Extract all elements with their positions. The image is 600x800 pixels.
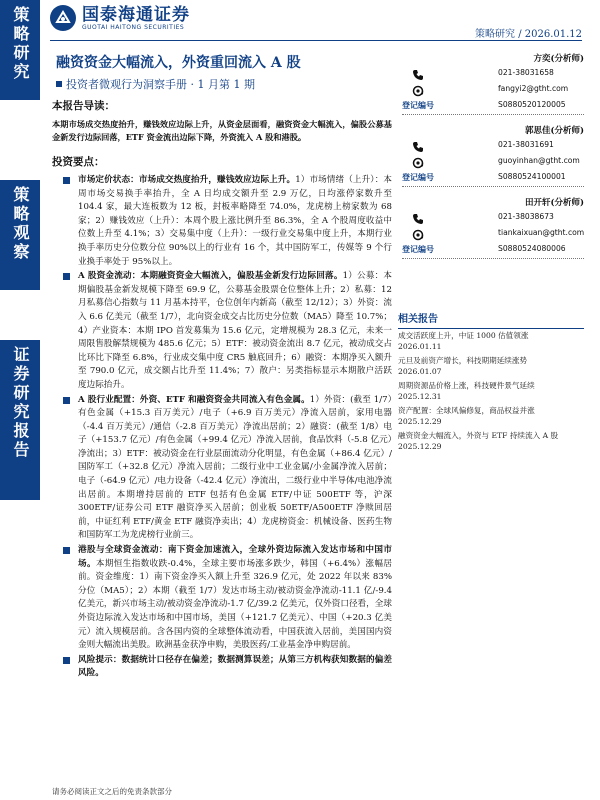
- main-content: [52, 98, 392, 682]
- phone-icon: [412, 66, 424, 78]
- square-bullet-icon: [63, 657, 70, 664]
- side-band-middle-label: 策略观察: [11, 186, 30, 262]
- analyst-sidebar: [398, 48, 584, 264]
- related-report[interactable]: [398, 405, 584, 427]
- key-point-lead: A 股资金流动：本期融资资金大幅流入，偏股基金新发行边际回落。: [78, 271, 343, 282]
- email-icon: [412, 226, 424, 238]
- side-band-bottom: [0, 340, 40, 500]
- key-point-body: 1）市场情绪（上升）：本周市场交易换手率抬升，全 A 日均成交额升至 2.9 万亿，日均涨停家数升至 104.4 家，最大连板数为 12 板，封板率略降至 74.0%，龙虎榜上榜家数为 68 家；2）赚钱效应（上升）：本周个股上涨比例升至 86.3%，全 A 个股周度收益中位数上升至 4.1%；3）交易集中度（上升）：一级行业交易集中度上升，本期行业换手率历史分位数分位 90%以上的行业有 16 个，其中国防军工，传媒等 9 个行业换手率处于 95%以上。: [78, 175, 392, 267]
- analyst-phone: 021-38038673: [498, 212, 554, 221]
- key-point: [52, 270, 392, 392]
- key-point-body: 本期恒生指数收跌-0.4%，全球主要市场涨多跌少，韩国（+6.4%）涨幅居前。资金维度：1）南下资金净买入额上升至 326.9 亿元，处 2022 年以来 83%分位（MA5）；2）本期（截至 1/7）发达市场主动/被动资金净流动-11.1 亿/-9.4 亿美元，新兴市场主动/被动资金净流动-1.7 亿/39.2 亿美元，仅外资口径看，全球外资边际流入发达市场和中国市场，美国（+121.7 亿美元）、中国（+20.3 亿美元）流入规模居前。含各国内资的全球整体流动看，中国获流入居前，美国国内资金则大幅流出美股。欧洲基金获净申购，美股医药/工业基金净申购居前。: [78, 558, 392, 651]
- related-report-title[interactable]: 元旦及前资产增长，科技期期延续涨势: [398, 356, 528, 365]
- report-title: 融资资金大幅流入，外资重回流入 A 股: [56, 55, 301, 71]
- key-point: [52, 654, 392, 681]
- related-report-title[interactable]: 融资资金大幅流入，外资与 ETF 持续流入 A 股: [398, 431, 559, 440]
- guide-text: 本期市场成交热度抬升，赚钱效应边际上升，从资金层面看，融资资金大幅流入，偏股公募基金新发行边际回落，ETF 资金流出边际下降，外资流入 A 股和港股。: [52, 119, 392, 142]
- key-point: [52, 174, 392, 269]
- related-report[interactable]: [398, 430, 584, 452]
- analyst-phone: 021-38031691: [498, 140, 554, 149]
- analyst-reg-label: 登记编号: [402, 172, 434, 182]
- square-bullet-icon: [63, 397, 70, 404]
- side-band-top-label: 策略研究: [11, 6, 30, 82]
- key-point-lead: 港股与全球资金流动：南下资金加速流入，全球外资边际流入发达市场和中国市场。: [78, 545, 392, 569]
- key-point: [52, 394, 392, 544]
- report-subtitle: [56, 76, 255, 92]
- side-band-middle: [0, 180, 40, 290]
- disclaimer-footer: 请务必阅读正文之后的免责条款部分: [52, 787, 172, 796]
- related-report-title[interactable]: 成交活跃度上升，中证 1000 估值领涨: [398, 331, 529, 340]
- related-reports-heading: 相关报告: [398, 310, 584, 329]
- side-band-bottom-label: 证券研究报告: [11, 346, 30, 460]
- related-report[interactable]: [398, 355, 584, 377]
- analyst-divider: [402, 258, 584, 259]
- related-report-date: 2025.12.31: [398, 392, 442, 401]
- square-bullet-icon: [63, 177, 70, 184]
- header-divider: [50, 40, 582, 41]
- analyst-name: 方奕(分析师): [533, 54, 584, 64]
- related-report-title[interactable]: 周期资源品价格上涨，科技硬件景气延续: [398, 381, 535, 390]
- related-report[interactable]: [398, 330, 584, 352]
- related-report-title[interactable]: 资产配置：全球风偏修复，商品权益并涨: [398, 406, 535, 415]
- key-point: [52, 544, 392, 653]
- related-report[interactable]: [398, 380, 584, 402]
- analyst-email[interactable]: guoyinhan@gtht.com: [498, 156, 580, 165]
- company-logo: [50, 5, 190, 31]
- analyst-card: [398, 192, 584, 264]
- guide-heading: 本报告导读：: [52, 100, 115, 112]
- key-point-body: 1）公募：本期偏股基金新发规模下降至 69.9 亿，公募基金股票仓位整体上升；2）私募：12 月私募信心指数与 11 月基本持平，仓位创年内新高（截至 12/12）；3）外资：流入 6.6 亿美元（截至 1/7），北向资金成交占比历史分位数（MA5）降至 10.7%；4）产业资本：本期 IPO 首发募集为 15.6 亿元，定增规模为 28.3 亿元，未来一周限售股解禁规模为 485.6 亿元；5）ETF：被动资金流出 8.7 亿元，被动成交占比环比下降至 6.8%，行业成交集中度 CR5 触底回升；6）融资：本期净买入额升至 790.0 亿元，成交额占比升至 11.4%；7）散户：另类指标显示本期散户活跃度边际抬升。: [78, 271, 392, 390]
- analyst-divider: [402, 114, 584, 115]
- square-bullet-icon: [63, 273, 70, 280]
- analyst-name: 郭思佳(分析师): [524, 126, 584, 136]
- analyst-email[interactable]: fangyi2@gtht.com: [498, 84, 569, 93]
- key-points-heading: 投资要点：: [52, 156, 105, 168]
- related-report-date: 2025.12.29: [398, 442, 442, 451]
- key-point-lead: 市场定价状态：市场成交热度抬升，赚钱效应边际上升。: [78, 175, 296, 185]
- related-report-date: 2026.01.07: [398, 367, 442, 376]
- analyst-reg-no: S0880520120005: [498, 100, 566, 109]
- key-point-lead: 风险提示：数据统计口径存在偏差；数据测算误差；从第三方机构获知数据的偏差风险。: [78, 654, 392, 679]
- related-report-date: 2026.01.11: [398, 342, 442, 351]
- analyst-reg-label: 登记编号: [402, 244, 434, 254]
- analyst-reg-no: S0880524100001: [498, 172, 566, 181]
- related-report-date: 2025.12.29: [398, 417, 442, 426]
- logo-name-cn: 国泰海通证券: [82, 4, 190, 25]
- key-point-body: 1）外资：(截至 1/7）有色金属（+15.3 百万美元）/电子（+6.9 百万美元）净流入居前，家用电器（-4.4 百万美元）/通信（-2.8 百万美元）净流出居前；2）融资：(截至 1/8）电子（+153.7 亿元）/有色金属（+99.4 亿元）净流入居前，食品饮料（-5.8 亿元）净流出；3）ETF：被动资金在行业层面流动分化明显，有色金属（+86.4 亿元）/国防军工（+32.8 亿元）净流入居前；二级行业中工业金属/小金属净流入居前；电子（-64.9 亿元）/电力设备（-42.4 亿元）净流出，二级行业中半导体/电池净流出居前。本期增持居前的 ETF 包括有色金属 ETF/中证 500ETF 等，沪深 300ETF/证券公司 ETF 融资净买入居前；创业板 50ETF/A500ETF 净赎回居前，中证红利 ETF/黄金 ETF 融资净卖出；4）龙虎榜资金：机械设备、医药生物和国防军工为龙虎榜行业前三。: [78, 394, 392, 541]
- related-reports-list: [398, 330, 584, 455]
- analyst-name: 田开轩(分析师): [524, 198, 584, 208]
- analyst-email[interactable]: tiankaixuan@gtht.com: [498, 228, 585, 237]
- analyst-divider: [402, 186, 584, 187]
- email-icon: [412, 82, 424, 94]
- key-point-lead: A 股行业配置：外资、ETF 和融资资金共同流入有色金属。: [78, 394, 310, 405]
- report-meta: 策略研究 / 2026.01.12: [475, 29, 582, 40]
- report-subtitle-text: 投资者微观行为洞察手册 · 1 月第 1 期: [66, 78, 255, 91]
- analyst-card: [398, 120, 584, 192]
- phone-icon: [412, 138, 424, 150]
- analyst-card: [398, 48, 584, 120]
- analyst-phone: 021-38031658: [498, 68, 554, 77]
- analyst-reg-no: S0880524080006: [498, 244, 566, 253]
- logo-mark-icon: [50, 5, 76, 31]
- square-bullet-icon: [56, 81, 62, 87]
- square-bullet-icon: [63, 547, 70, 554]
- phone-icon: [412, 210, 424, 222]
- email-icon: [412, 154, 424, 166]
- analyst-reg-label: 登记编号: [402, 100, 434, 110]
- side-band-top: [0, 0, 40, 100]
- logo-name-en: GUOTAI HAITONG SECURITIES: [82, 23, 185, 31]
